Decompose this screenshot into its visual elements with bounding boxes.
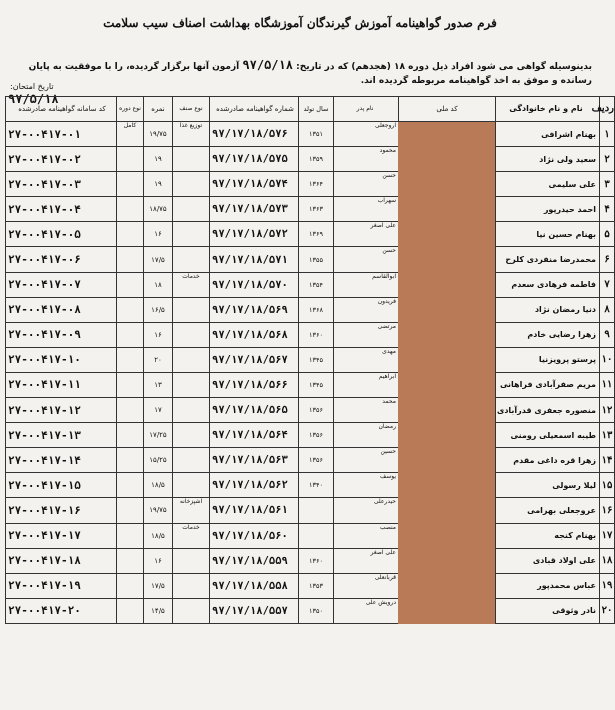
row-name: نادر وثوقی xyxy=(496,598,600,623)
row-index: ۶ xyxy=(600,247,615,272)
row-index: ۱۰ xyxy=(600,347,615,372)
row-national-id-redacted xyxy=(399,197,496,222)
row-birth-year: ۱۳۴۵ xyxy=(299,347,334,372)
row-system-code: ۲۷-۰۰۴۱۷-۱۲ xyxy=(6,398,117,423)
row-father-name: محمد xyxy=(334,398,399,423)
row-birth-year: ۱۳۵۵ xyxy=(299,247,334,272)
row-course-type xyxy=(117,297,144,322)
col-header-grade: نمره xyxy=(144,97,173,122)
table-row xyxy=(6,573,615,598)
row-cert-number: ۹۷/۱۷/۱۸/۵۶۵ xyxy=(210,398,299,423)
row-national-id-redacted xyxy=(399,598,496,623)
row-father-name: علی اصغر xyxy=(334,548,399,573)
row-system-code: ۲۷-۰۰۴۱۷-۰۶ xyxy=(6,247,117,272)
row-name: زهرا رضایی خادم xyxy=(496,322,600,347)
row-index: ۱۵ xyxy=(600,473,615,498)
row-index: ۵ xyxy=(600,222,615,247)
row-system-code: ۲۷-۰۰۴۱۷-۱۷ xyxy=(6,523,117,548)
row-system-code: ۲۷-۰۰۴۱۷-۱۶ xyxy=(6,498,117,523)
row-father-name: حیدرعلی xyxy=(334,498,399,523)
table-row xyxy=(6,272,615,297)
row-name: لیلا رسولی xyxy=(496,473,600,498)
row-birth-year: ۱۳۵۳ xyxy=(299,573,334,598)
row-grade: ۱۶/۵ xyxy=(144,297,173,322)
table-row xyxy=(6,398,615,423)
row-guild-type xyxy=(173,372,210,397)
col-header-idx: ردیف xyxy=(600,97,615,122)
row-national-id-redacted xyxy=(399,448,496,473)
row-course-type xyxy=(117,398,144,423)
row-birth-year: ۱۳۵۶ xyxy=(299,448,334,473)
row-cert-number: ۹۷/۱۷/۱۸/۵۶۳ xyxy=(210,448,299,473)
row-grade: ۱۷/۵ xyxy=(144,573,173,598)
row-system-code: ۲۷-۰۰۴۱۷-۰۱ xyxy=(6,122,117,147)
row-birth-year: ۱۳۶۴ xyxy=(299,172,334,197)
row-cert-number: ۹۷/۱۷/۱۸/۵۷۱ xyxy=(210,247,299,272)
row-cert-number: ۹۷/۱۷/۱۸/۵۶۸ xyxy=(210,322,299,347)
row-system-code: ۲۷-۰۰۴۱۷-۱۳ xyxy=(6,423,117,448)
row-grade: ۱۹ xyxy=(144,172,173,197)
row-father-name: علی اصغر xyxy=(334,222,399,247)
row-grade: ۱۷/۵ xyxy=(144,247,173,272)
table-header-row xyxy=(6,97,615,122)
row-name: احمد حیدرپور xyxy=(496,197,600,222)
row-name: بهنام کنجه xyxy=(496,523,600,548)
row-name: بهنام اشرافی xyxy=(496,122,600,147)
row-grade: ۱۸/۵ xyxy=(144,473,173,498)
row-birth-year: ۱۳۵۶ xyxy=(299,423,334,448)
row-national-id-redacted xyxy=(399,147,496,172)
row-national-id-redacted xyxy=(399,297,496,322)
row-father-name: حسین xyxy=(334,448,399,473)
row-cert-number: ۹۷/۱۷/۱۸/۵۶۹ xyxy=(210,297,299,322)
row-birth-year: ۱۳۴۰ xyxy=(299,473,334,498)
row-birth-year: ۱۳۵۹ xyxy=(299,147,334,172)
row-father-name: درویش علی xyxy=(334,598,399,623)
row-father-name: قربانعلی xyxy=(334,573,399,598)
col-header-national-id: کد ملی xyxy=(399,97,496,122)
row-grade: ۱۹/۷۵ xyxy=(144,498,173,523)
row-course-type xyxy=(117,322,144,347)
row-cert-number: ۹۷/۱۷/۱۸/۵۶۱ xyxy=(210,498,299,523)
row-cert-number: ۹۷/۱۷/۱۸/۵۷۵ xyxy=(210,147,299,172)
row-grade: ۱۸ xyxy=(144,272,173,297)
row-cert-number: ۹۷/۱۷/۱۸/۵۷۶ xyxy=(210,122,299,147)
row-cert-number: ۹۷/۱۷/۱۸/۵۶۶ xyxy=(210,372,299,397)
row-name: زهرا قره داغی مقدم xyxy=(496,448,600,473)
row-guild-type xyxy=(173,197,210,222)
row-grade: ۱۶ xyxy=(144,222,173,247)
row-index: ۲۰ xyxy=(600,598,615,623)
row-course-type xyxy=(117,222,144,247)
row-course-type xyxy=(117,423,144,448)
row-index: ۱ xyxy=(600,122,615,147)
row-system-code: ۲۷-۰۰۴۱۷-۱۸ xyxy=(6,548,117,573)
row-guild-type xyxy=(173,398,210,423)
row-system-code: ۲۷-۰۰۴۱۷-۰۸ xyxy=(6,297,117,322)
row-father-name: اروجعلی xyxy=(334,122,399,147)
row-index: ۱۸ xyxy=(600,548,615,573)
row-grade: ۱۹/۷۵ xyxy=(144,122,173,147)
row-guild-type xyxy=(173,247,210,272)
row-birth-year: ۱۳۶۹ xyxy=(299,222,334,247)
row-guild-type xyxy=(173,322,210,347)
row-birth-year: ۱۳۵۶ xyxy=(299,398,334,423)
row-course-type xyxy=(117,598,144,623)
row-cert-number: ۹۷/۱۷/۱۸/۵۶۲ xyxy=(210,473,299,498)
row-father-name: ابوالقاسم xyxy=(334,272,399,297)
row-guild-type xyxy=(173,598,210,623)
row-system-code: ۲۷-۰۰۴۱۷-۰۴ xyxy=(6,197,117,222)
row-grade: ۱۷ xyxy=(144,398,173,423)
row-course-type xyxy=(117,147,144,172)
row-system-code: ۲۷-۰۰۴۱۷-۱۱ xyxy=(6,372,117,397)
row-national-id-redacted xyxy=(399,573,496,598)
row-name: عروجعلی بهرامی xyxy=(496,498,600,523)
row-index: ۲ xyxy=(600,147,615,172)
row-system-code: ۲۷-۰۰۴۱۷-۱۵ xyxy=(6,473,117,498)
row-index: ۱۴ xyxy=(600,448,615,473)
col-header-cert-number: شماره گواهینامه صادرشده xyxy=(210,97,299,122)
row-guild-type xyxy=(173,347,210,372)
row-index: ۱۱ xyxy=(600,372,615,397)
intro-text-part2: آزمون آنها برگزار گردیده، را با موفقیت به پایان رسانده و موفق به اخذ گواهینامه مربوطه گردیده اند. xyxy=(28,62,592,86)
table-row xyxy=(6,172,615,197)
row-father-name: حسن xyxy=(334,247,399,272)
row-national-id-redacted xyxy=(399,423,496,448)
row-course-type xyxy=(117,523,144,548)
row-grade: ۲۰ xyxy=(144,347,173,372)
row-course-type xyxy=(117,548,144,573)
row-cert-number: ۹۷/۱۷/۱۸/۵۷۲ xyxy=(210,222,299,247)
table-row xyxy=(6,122,615,147)
row-guild-type: توزیع غذا xyxy=(173,122,210,147)
row-cert-number: ۹۷/۱۷/۱۸/۵۷۰ xyxy=(210,272,299,297)
row-index: ۱۷ xyxy=(600,523,615,548)
row-cert-number: ۹۷/۱۷/۱۸/۵۵۷ xyxy=(210,598,299,623)
exam-date: ۹۷/۵/۱۸ xyxy=(8,92,59,106)
row-course-type xyxy=(117,372,144,397)
row-system-code: ۲۷-۰۰۴۱۷-۰۷ xyxy=(6,272,117,297)
row-system-code: ۲۷-۰۰۴۱۷-۰۹ xyxy=(6,322,117,347)
row-name: مریم صفرآبادی فراهانی xyxy=(496,372,600,397)
row-name: دنیا رمضان نژاد xyxy=(496,297,600,322)
row-father-name: فریدون xyxy=(334,297,399,322)
row-index: ۱۲ xyxy=(600,398,615,423)
row-cert-number: ۹۷/۱۷/۱۸/۵۶۰ xyxy=(210,523,299,548)
row-guild-type xyxy=(173,147,210,172)
row-father-name: حسن xyxy=(334,172,399,197)
row-course-type: کامل xyxy=(117,122,144,147)
row-national-id-redacted xyxy=(399,498,496,523)
row-birth-year: ۱۳۶۰ xyxy=(299,322,334,347)
certificates-table xyxy=(5,96,615,624)
intro-text-part1: بدینوسیله گواهی می شود افراد ذیل دوره ۱۸ (هجدهم) که در تاریخ: xyxy=(296,62,592,72)
row-index: ۱۶ xyxy=(600,498,615,523)
row-system-code: ۲۷-۰۰۴۱۷-۰۳ xyxy=(6,172,117,197)
row-index: ۹ xyxy=(600,322,615,347)
col-header-system-code: کد سامانه گواهینامه صادرشده xyxy=(6,97,117,122)
row-birth-year: ۱۳۵۰ xyxy=(299,598,334,623)
table-row xyxy=(6,347,615,372)
row-course-type xyxy=(117,247,144,272)
row-name: عباس محمدپور xyxy=(496,573,600,598)
table-row xyxy=(6,473,615,498)
col-header-birth-year: سال تولد xyxy=(299,97,334,122)
table-row xyxy=(6,448,615,473)
row-birth-year: ۱۳۵۱ xyxy=(299,122,334,147)
row-national-id-redacted xyxy=(399,322,496,347)
row-course-type xyxy=(117,347,144,372)
row-grade: ۱۳ xyxy=(144,372,173,397)
row-index: ۳ xyxy=(600,172,615,197)
row-national-id-redacted xyxy=(399,523,496,548)
row-grade: ۱۹ xyxy=(144,147,173,172)
row-course-type xyxy=(117,498,144,523)
row-guild-type xyxy=(173,448,210,473)
row-grade: ۱۷/۲۵ xyxy=(144,423,173,448)
row-grade: ۱۶ xyxy=(144,548,173,573)
table-row xyxy=(6,423,615,448)
row-course-type xyxy=(117,172,144,197)
row-guild-type: آشپزخانه xyxy=(173,498,210,523)
col-header-father: نام پدر xyxy=(334,97,399,122)
row-national-id-redacted xyxy=(399,247,496,272)
table-row xyxy=(6,147,615,172)
row-father-name: رمضان xyxy=(334,423,399,448)
row-birth-year: ۱۳۶۰ xyxy=(299,548,334,573)
table-row xyxy=(6,498,615,523)
row-course-type xyxy=(117,448,144,473)
row-guild-type xyxy=(173,172,210,197)
row-name: محمدرضا منفردی کلرح xyxy=(496,247,600,272)
row-guild-type xyxy=(173,222,210,247)
table-row xyxy=(6,247,615,272)
row-birth-year: ۱۳۶۸ xyxy=(299,297,334,322)
row-index: ۱۳ xyxy=(600,423,615,448)
row-name: علی سلیمی xyxy=(496,172,600,197)
row-index: ۷ xyxy=(600,272,615,297)
row-guild-type xyxy=(173,573,210,598)
table-row xyxy=(6,372,615,397)
row-father-name: محمود xyxy=(334,147,399,172)
row-birth-year: ۱۳۶۳ xyxy=(299,197,334,222)
row-name: بهنام حسین نیا xyxy=(496,222,600,247)
table-row xyxy=(6,523,615,548)
row-national-id-redacted xyxy=(399,473,496,498)
row-guild-type xyxy=(173,423,210,448)
row-national-id-redacted xyxy=(399,548,496,573)
row-national-id-redacted xyxy=(399,272,496,297)
document-title: فرم صدور گواهینامه آموزش گیرندگان آموزشگاه بهداشت اصناف سیب سلامت xyxy=(103,16,497,30)
row-father-name: مرتضی xyxy=(334,322,399,347)
row-course-type xyxy=(117,573,144,598)
row-national-id-redacted xyxy=(399,222,496,247)
row-national-id-redacted xyxy=(399,172,496,197)
table-row xyxy=(6,598,615,623)
row-index: ۸ xyxy=(600,297,615,322)
row-course-type xyxy=(117,473,144,498)
row-grade: ۱۸/۵ xyxy=(144,523,173,548)
row-guild-type xyxy=(173,473,210,498)
row-index: ۱۹ xyxy=(600,573,615,598)
table-row xyxy=(6,548,615,573)
row-guild-type xyxy=(173,297,210,322)
exam-date-label: تاریخ امتحان: xyxy=(10,82,54,91)
row-birth-year: ۱۳۵۴ xyxy=(299,272,334,297)
row-cert-number: ۹۷/۱۷/۱۸/۵۵۸ xyxy=(210,573,299,598)
row-grade: ۱۸/۷۵ xyxy=(144,197,173,222)
row-course-type xyxy=(117,272,144,297)
row-system-code: ۲۷-۰۰۴۱۷-۰۲ xyxy=(6,147,117,172)
row-name: فاطمه فرهادی سعدم xyxy=(496,272,600,297)
col-header-name: نام و نام خانوادگی xyxy=(496,97,600,122)
row-grade: ۱۶ xyxy=(144,322,173,347)
row-national-id-redacted xyxy=(399,398,496,423)
row-name: منصوره جعفری قدرآبادی xyxy=(496,398,600,423)
row-grade: ۱۴/۵ xyxy=(144,598,173,623)
col-header-guild-type: نوع صنف xyxy=(173,97,210,122)
row-birth-year xyxy=(299,523,334,548)
row-national-id-redacted xyxy=(399,122,496,147)
table-row xyxy=(6,322,615,347)
row-guild-type xyxy=(173,548,210,573)
row-guild-type: خدمات xyxy=(173,272,210,297)
row-name: علی اولاد قبادی xyxy=(496,548,600,573)
row-father-name: ابراهیم xyxy=(334,372,399,397)
row-guild-type: خدمات xyxy=(173,523,210,548)
col-header-course-type: نوع دوره xyxy=(117,97,144,122)
row-national-id-redacted xyxy=(399,372,496,397)
row-cert-number: ۹۷/۱۷/۱۸/۵۷۴ xyxy=(210,172,299,197)
row-course-type xyxy=(117,197,144,222)
table-row xyxy=(6,297,615,322)
row-grade: ۱۵/۲۵ xyxy=(144,448,173,473)
row-system-code: ۲۷-۰۰۴۱۷-۲۰ xyxy=(6,598,117,623)
table-row xyxy=(6,222,615,247)
row-birth-year xyxy=(299,498,334,523)
row-name: طیبه اسمعیلی رومنی xyxy=(496,423,600,448)
row-cert-number: ۹۷/۱۷/۱۸/۵۷۳ xyxy=(210,197,299,222)
intro-date: ۹۷/۵/۱۸ xyxy=(242,58,293,72)
row-father-name: یوسف xyxy=(334,473,399,498)
row-father-name: سهراب xyxy=(334,197,399,222)
row-father-name: مهدی xyxy=(334,347,399,372)
intro-paragraph xyxy=(7,58,592,88)
row-name: پرستو پرویزنیا xyxy=(496,347,600,372)
row-system-code: ۲۷-۰۰۴۱۷-۱۹ xyxy=(6,573,117,598)
row-father-name: منصب xyxy=(334,523,399,548)
row-cert-number: ۹۷/۱۷/۱۸/۵۶۴ xyxy=(210,423,299,448)
row-cert-number: ۹۷/۱۷/۱۸/۵۵۹ xyxy=(210,548,299,573)
row-name: سعید ولی نژاد xyxy=(496,147,600,172)
row-system-code: ۲۷-۰۰۴۱۷-۰۵ xyxy=(6,222,117,247)
table-row xyxy=(6,197,615,222)
row-system-code: ۲۷-۰۰۴۱۷-۱۴ xyxy=(6,448,117,473)
row-system-code: ۲۷-۰۰۴۱۷-۱۰ xyxy=(6,347,117,372)
row-national-id-redacted xyxy=(399,347,496,372)
row-index: ۴ xyxy=(600,197,615,222)
row-birth-year: ۱۳۴۵ xyxy=(299,372,334,397)
row-cert-number: ۹۷/۱۷/۱۸/۵۶۷ xyxy=(210,347,299,372)
